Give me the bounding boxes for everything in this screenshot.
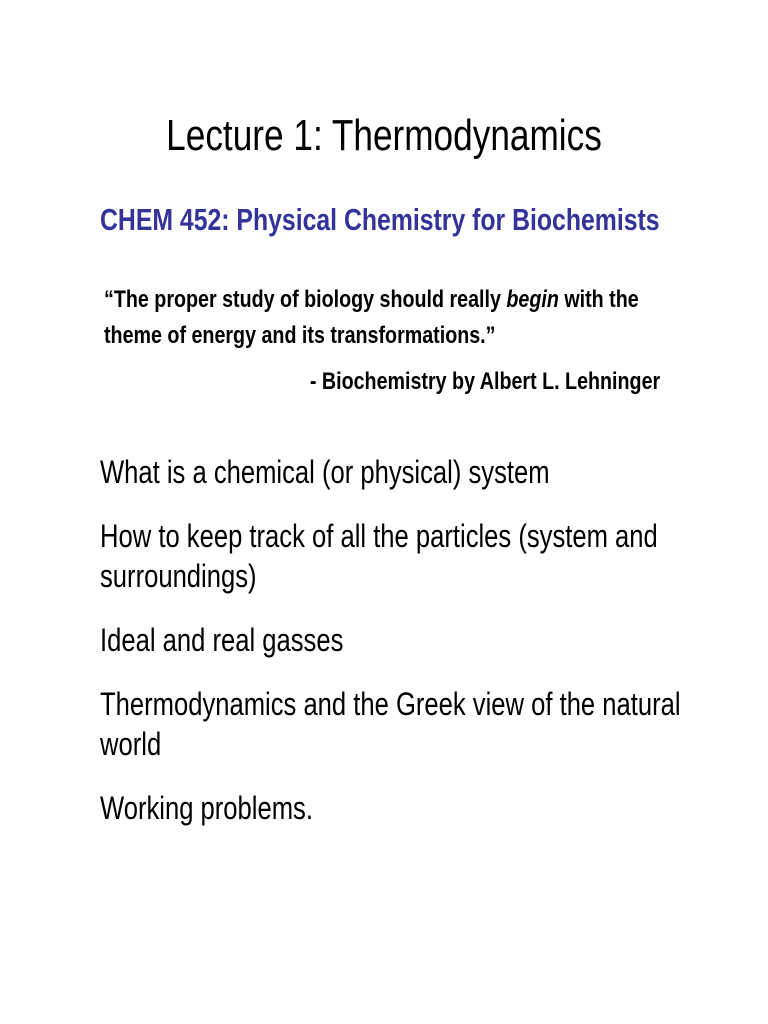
course-subtitle: CHEM 452: Physical Chemistry for Biochemists	[100, 202, 660, 237]
topic-line: Thermodynamics and the Greek view of the natural	[100, 686, 681, 722]
topic-item	[100, 684, 756, 764]
quote	[104, 282, 639, 354]
topic-line: What is a chemical (or physical) system	[100, 454, 550, 490]
topic-line: Working problems.	[100, 790, 313, 826]
quote-emphasis: begin	[506, 286, 559, 313]
topic-line: surroundings)	[100, 558, 257, 594]
quote-line-1	[104, 282, 639, 318]
quote-line-1-start: “The proper study of biology should really	[104, 286, 507, 313]
topic-item	[100, 452, 756, 492]
topic-line: How to keep track of all the particles (system and	[100, 518, 658, 554]
topic-item	[100, 516, 756, 596]
quote-line-1-end: with the	[558, 286, 639, 313]
topic-line: world	[100, 726, 162, 762]
topic-line: Ideal and real gasses	[100, 622, 344, 658]
topic-item	[100, 788, 756, 828]
topic-list	[100, 452, 756, 852]
topic-item	[100, 620, 756, 660]
quote-line-2: theme of energy and its transformations.”	[104, 322, 496, 349]
quote-attribution: - Biochemistry by Albert L. Lehninger	[309, 368, 660, 395]
slide-title: Lecture 1: Thermodynamics	[166, 111, 602, 160]
